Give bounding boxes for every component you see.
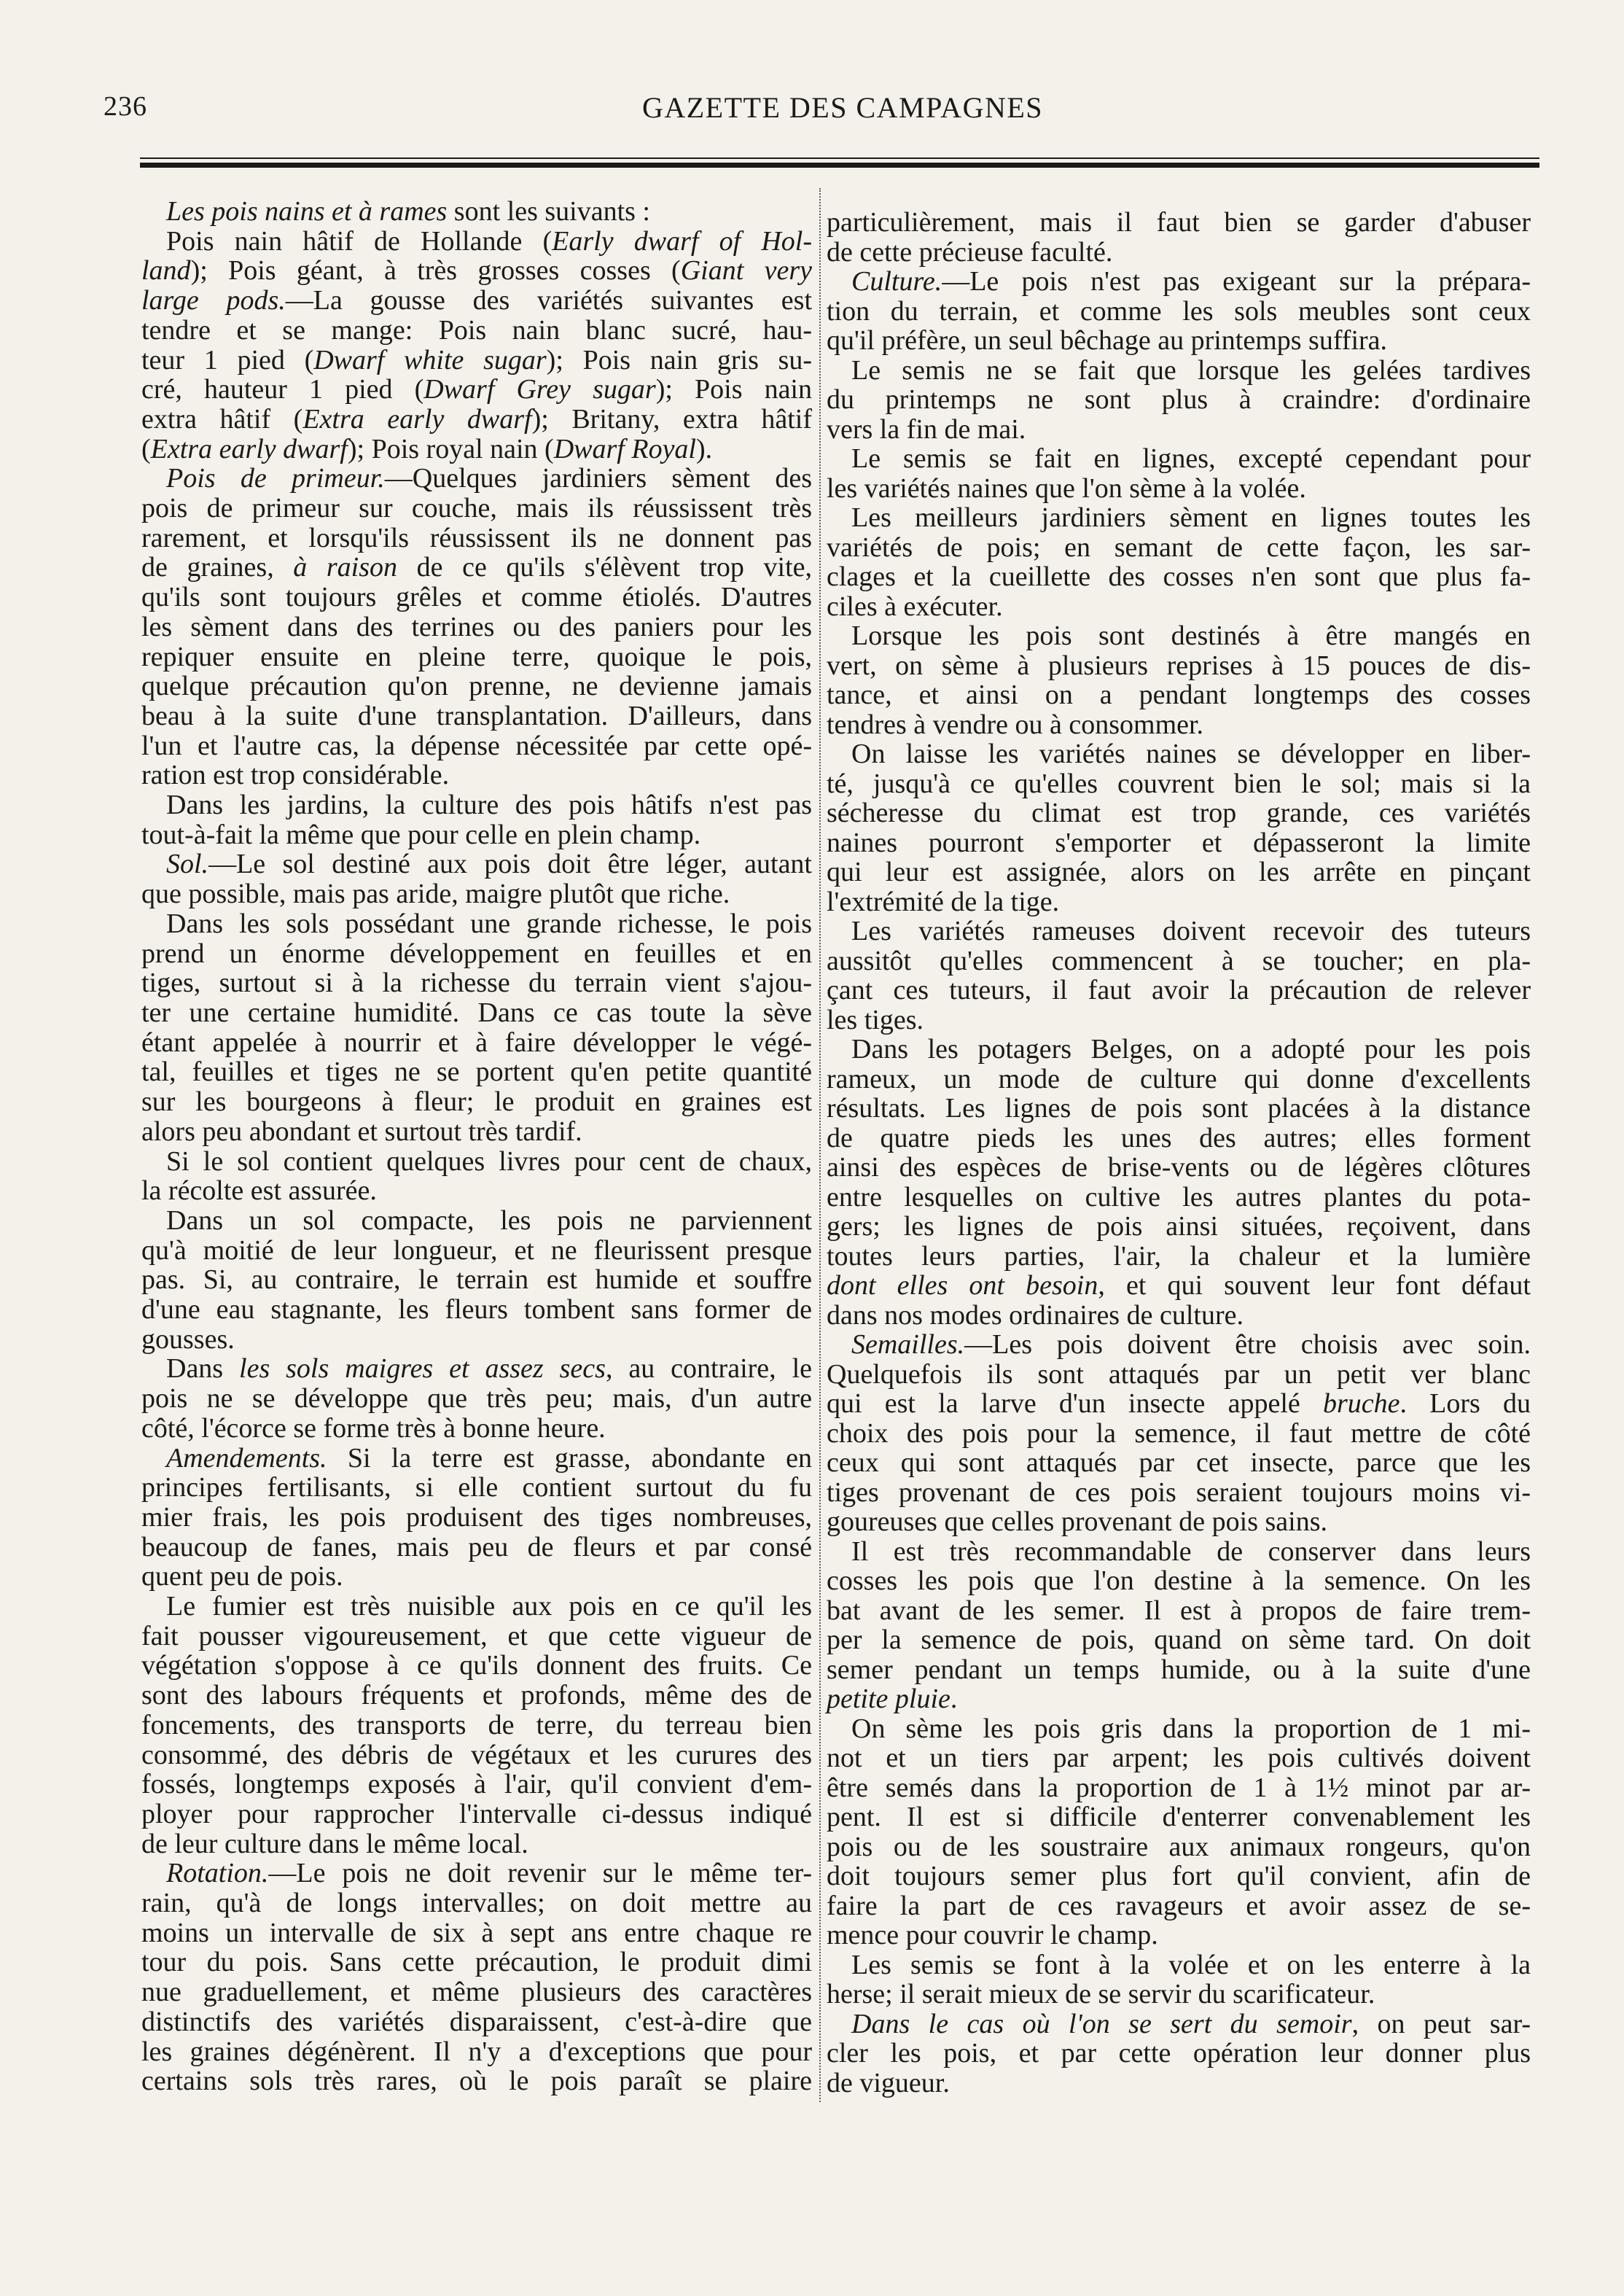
text-line: tendre et se mange: Pois nain blanc sucré, hau- (141, 314, 812, 346)
paragraph (141, 197, 812, 227)
text-run: , au contraire, le (605, 1353, 812, 1385)
text-line: l'un et l'autre cas, la dépense nécessitée par cette opé- (141, 730, 812, 761)
text-run: qui est la larve d'un insecte appelé (827, 1388, 1323, 1419)
text-line (141, 286, 812, 316)
text-line: Il est très recommandable de conserver dans leurs (851, 1536, 1531, 1567)
paragraph (827, 1330, 1531, 1537)
text-line: On laisse les variétés naines se développer en liber- (851, 739, 1531, 769)
text-line: pas. Si, au contraire, le terrain est humide et souffre (141, 1264, 812, 1296)
text-line: repiquer ensuite en pleine terre, quoique le pois, (141, 641, 812, 672)
paragraph (141, 1859, 812, 2096)
text-line (141, 1859, 812, 1888)
text-line: tiges provenant de ces pois seraient toujours moins vi- (827, 1476, 1531, 1508)
text-line: ration est trop considérable. (141, 760, 450, 791)
text-line: consommé, des débris de végétaux et les curures des (141, 1739, 812, 1770)
text-line: fossés, longtemps exposés à l'air, qu'il convient d'em- (141, 1769, 812, 1800)
text-line: moins un intervalle de six à sept ans entre chaque re (141, 1917, 812, 1948)
text-line: tiges, surtout si à la richesse du terrain vient s'ajou- (141, 968, 812, 999)
text-run: —La gousse des variétés suivantes est (285, 285, 812, 316)
text-line: pois ne se développe que très peu; mais, d'un autre (141, 1383, 812, 1414)
italic-text: Culture. (851, 266, 942, 297)
text-line: de leur culture dans le même local. (141, 1828, 528, 1859)
text-line: tal, feuilles et tiges ne se portent qu'en petite quantité (141, 1056, 812, 1088)
paragraph (827, 1035, 1531, 1330)
text-line: rain, qu'à de longs intervalles; on doit mettre au (141, 1888, 812, 1919)
left-column (141, 197, 812, 2096)
italic-text: Rotation. (166, 1858, 269, 1889)
text-line: ter une certaine humidité. Dans ce cas toute la sève (141, 997, 812, 1028)
text-line: de quatre pieds les unes des autres; elles forment (827, 1122, 1531, 1153)
text-line: choix des pois pour la semence, il faut mettre de côté (827, 1417, 1531, 1449)
text-line: nue graduellement, et même plusieurs des caractères (141, 1977, 812, 2008)
text-run: ); Britany, extra hâtif (531, 403, 812, 435)
text-line: pois de primeur sur couche, mais ils réussissent très (141, 493, 812, 524)
text-run: Pois nain hâtif de Hollande ( (166, 225, 553, 257)
text-line: la récolte est assurée. (141, 1175, 377, 1207)
text-line: tion du terrain, et comme les sols meubles sont ceux (827, 295, 1531, 327)
italic-text: Early dwarf of Hol- (552, 225, 812, 257)
text-run: extra hâtif ( (141, 403, 303, 435)
text-line (141, 1444, 812, 1474)
text-line: qui leur est assignée, alors on les arrête en pinçant (827, 857, 1531, 887)
text-line: gers; les lignes de pois ainsi situées, reçoivent, dans (827, 1211, 1531, 1242)
text-line: bat avant de les semer. Il est à propos de faire trem- (827, 1595, 1531, 1626)
italic-text: Pois de primeur. (166, 463, 385, 494)
text-line (141, 375, 812, 405)
text-line (827, 267, 1531, 297)
header-rule-thin (140, 157, 1539, 159)
text-line: qu'à moitié de leur longueur, et ne fleurissent presque (141, 1234, 812, 1266)
text-line (141, 346, 812, 375)
text-line: té, jusqu'à ce qu'elles couvrent bien le sol; mais si la (827, 768, 1531, 799)
text-line: de vigueur. (827, 2067, 950, 2098)
text-line: Le fumier est très nuisible aux pois en ce qu'il les (166, 1591, 812, 1622)
italic-text: Semailles. (851, 1329, 965, 1360)
text-line: çant ces tuteurs, il faut avoir la précaution de relever (827, 975, 1531, 1005)
italic-text: Giant very (680, 255, 812, 287)
text-line: doit toujours semer plus fort qu'il convient, afin de (827, 1861, 1531, 1891)
paragraph (827, 444, 1531, 503)
text-line (141, 1354, 812, 1384)
paragraph (141, 1354, 812, 1443)
text-line: goureuses que celles provenant de pois sains. (827, 1506, 1327, 1537)
running-title: GAZETTE DES CAMPAGNES (641, 91, 1044, 124)
text-line: certains sols très rares, où le pois paraît se plaire (141, 2066, 812, 2097)
text-line: l'extrémité de la tige. (827, 886, 1060, 917)
text-run: —Le pois n'est pas exigeant sur la prépara- (942, 266, 1531, 297)
text-line: quelque précaution qu'on prenne, ne devienne jamais (141, 671, 812, 702)
text-line: Si le sol contient quelques livres pour cent de chaux, (166, 1145, 812, 1177)
text-line: sont des labours fréquents et profonds, même des de (141, 1680, 812, 1711)
paragraph (141, 1592, 812, 1859)
text-run: Si la terre est grasse, abondante en (327, 1442, 812, 1474)
text-line: naines pourront s'emporter et dépasseront la limite (827, 827, 1531, 858)
text-line: Dans les jardins, la culture des pois hâtifs n'est pas (166, 790, 812, 821)
text-line (827, 1330, 1531, 1360)
page-number: 236 (104, 91, 147, 122)
text-line (141, 256, 812, 286)
paragraph (827, 356, 1531, 445)
text-line: principes fertilisants, si elle contient surtout du fu (141, 1472, 812, 1503)
text-line: étant appelée à nourrir et à faire développer le végé- (141, 1027, 812, 1058)
text-line: beaucoup de fanes, mais peu de fleurs et par consé (141, 1531, 812, 1563)
text-line: foncements, des transports de terre, du terreau bien (141, 1709, 812, 1740)
text-line: les graines dégénèrent. Il n'y a d'exceptions que pour (141, 2036, 812, 2067)
text-run: cré, hauteur 1 pied ( (141, 374, 424, 405)
text-run: ); Pois nain gris su- (546, 344, 813, 375)
text-line: herse; il serait mieux de se servir du scarificateur. (827, 1979, 1375, 2009)
text-line: que possible, mais pas aride, maigre plutôt que riche. (141, 879, 730, 910)
text-line (141, 197, 812, 227)
text-run: ); Pois géant, à très grosses cosses ( (190, 255, 681, 287)
text-line: per la semence de pois, quand on sème tard. On doit (827, 1624, 1531, 1655)
text-line: les tiges. (827, 1004, 924, 1035)
paragraph (827, 1537, 1531, 1714)
text-line (827, 2009, 1531, 2039)
text-run: de graines, (141, 552, 294, 583)
text-line: gousses. (141, 1323, 235, 1355)
text-line: particulièrement, mais il faut bien se garder d'abuser (827, 207, 1531, 238)
text-line: ceux qui sont attaqués par cet insecte, parce que les (827, 1447, 1531, 1478)
paragraph (827, 917, 1531, 1035)
text-line: Quelquefois ils sont attaqués par un petit ver blanc (827, 1358, 1531, 1390)
paragraph (827, 267, 1531, 356)
column-divider (819, 188, 821, 2102)
text-line: Les meilleurs jardiniers sèment en lignes toutes les (851, 502, 1531, 533)
italic-text: Amendements. (166, 1442, 327, 1474)
text-line: ployer pour rapprocher l'intervalle ci-dessus indiqué (141, 1798, 812, 1829)
text-line: vers la fin de mai. (827, 413, 1026, 445)
text-line: être semés dans la proportion de 1 à 1½ minot par ar- (827, 1772, 1531, 1803)
text-run: ); Pois nain (655, 374, 812, 405)
text-line: d'une eau stagnante, les fleurs tombent sans former de (141, 1294, 812, 1326)
paragraph (141, 1147, 812, 1206)
text-line: not et un tiers par arpent; les pois cultivés doivent (827, 1743, 1531, 1773)
paragraph (141, 464, 812, 790)
text-line: Dans un sol compacte, les pois ne parviennent (166, 1205, 812, 1236)
text-line: tout-à-fait la même que pour celle en plein champ. (141, 819, 701, 850)
text-line (141, 435, 812, 464)
text-line: sécheresse du climat est trop grande, ces variétés (827, 798, 1531, 828)
italic-text: dont elles ont besoin (827, 1270, 1098, 1301)
text-line: végétation s'oppose à ce qu'ils donnent des fruits. Ce (141, 1650, 812, 1681)
text-line: rarement, et lorsqu'ils réussissent ils ne donnent pas (141, 522, 812, 553)
text-line: variétés de pois; en semant de cette façon, les sar- (827, 532, 1531, 563)
text-line (141, 553, 812, 583)
paragraph (141, 1444, 812, 1592)
text-line: tendres à vendre ou à consommer. (827, 709, 1204, 740)
italic-text: Les pois nains et à rames (166, 196, 448, 227)
text-line: Le semis ne se fait que lorsque les gelées tardives (851, 354, 1531, 386)
text-line: côté, l'écorce se forme très à bonne heure. (141, 1412, 606, 1444)
text-run: Dans (166, 1353, 240, 1385)
text-line: vert, on sème à plusieurs reprises à 15 pouces de dis- (827, 650, 1531, 681)
text-line (141, 464, 812, 494)
text-line: cler les pois, et par cette opération leur donner plus (827, 2038, 1531, 2069)
text-line: résultats. Les lignes de pois sont placées à la distance (827, 1093, 1531, 1124)
text-line: de cette précieuse faculté. (827, 236, 1113, 268)
text-line: tour du pois. Sans cette précaution, le produit dimi (141, 1947, 812, 1978)
text-line: les variétés naines que l'on sème à la volée. (827, 472, 1306, 504)
text-line: mier frais, les pois produisent des tiges nombreuses, (141, 1501, 812, 1533)
text-line (827, 1389, 1531, 1419)
italic-text: Extra early dwarf (302, 403, 532, 435)
text-line: sur les bourgeons à fleur; le produit en graines est (141, 1086, 812, 1118)
paragraph (141, 227, 812, 464)
text-line (141, 405, 812, 435)
text-line: Les variétés rameuses doivent recevoir des tuteurs (851, 916, 1531, 946)
italic-text: Extra early dwarf (150, 433, 348, 464)
italic-text: bruche (1322, 1388, 1400, 1419)
text-line: cosses les pois que l'on destine à la semence. On les (827, 1565, 1531, 1596)
text-line: distinctifs des variétés disparaissent, c'est-à-dire que (141, 2006, 812, 2037)
text-run: , et qui souvent leur font défaut (1098, 1270, 1531, 1301)
text-run: ); Pois royal nain ( (347, 433, 554, 464)
text-line: Le semis se fait en lignes, excepté cependant pour (851, 443, 1531, 474)
paragraph (827, 503, 1531, 621)
text-line: fait pousser vigoureusement, et que cette vigueur de (141, 1620, 812, 1651)
text-line: aussitôt qu'elles commencent à se toucher; en pla- (827, 945, 1531, 976)
text-line: Dans les sols possédant une grande richesse, le pois (166, 908, 812, 939)
text-line (827, 1271, 1531, 1301)
text-line: Les semis se font à la volée et on les enterre à la (851, 1949, 1531, 1980)
paragraph (827, 739, 1531, 917)
header-rule-thick (140, 163, 1539, 168)
text-line: pois ou de les soustraire aux animaux rongeurs, qu'on (827, 1831, 1531, 1862)
text-line: On sème les pois gris dans la proportion de 1 mi- (851, 1713, 1531, 1744)
text-line: pent. Il est si difficile d'enterrer convenablement les (827, 1802, 1531, 1832)
text-line: les sèment dans des terrines ou des paniers pour les (141, 611, 812, 642)
italic-text: Dwarf white sugar (313, 344, 547, 375)
text-line: clages et la cueillette des cosses n'en sont que plus fa- (827, 561, 1531, 592)
text-run: ( (141, 433, 151, 464)
paragraph (827, 1714, 1531, 1950)
text-line: toutes leurs parties, l'air, la chaleur et la lumière (827, 1240, 1531, 1272)
text-run: sont les suivants : (447, 196, 650, 227)
text-line: tance, et ainsi on a pendant longtemps des cosses (827, 680, 1531, 710)
text-line: rameux, un mode de culture qui donne d'excellents (827, 1063, 1531, 1094)
text-line: entre lesquelles on cultive les autres plantes du pota- (827, 1181, 1531, 1213)
text-run: de ce qu'ils s'élèvent trop vite, (397, 552, 812, 583)
text-line: dans nos modes ordinaires de culture. (827, 1299, 1244, 1331)
text-run: —Le pois ne doit revenir sur le même ter- (268, 1858, 812, 1889)
paragraph (827, 2009, 1531, 2098)
text-line: du printemps ne sont plus à craindre: d'ordinaire (827, 384, 1531, 415)
paragraph (141, 849, 812, 908)
paragraph (827, 208, 1531, 267)
text-run: —Quelques jardiniers sèment des (384, 463, 813, 494)
italic-text: Dwarf Royal (553, 433, 696, 464)
text-line: alors peu abondant et surtout très tardif. (141, 1116, 582, 1147)
text-run: —Les pois doivent être choisis avec soin. (964, 1329, 1531, 1360)
paragraph (827, 621, 1531, 739)
italic-text: land (141, 255, 191, 287)
text-run: —Le sol destiné aux pois doit être léger, autant (208, 849, 812, 880)
italic-text: les sols maigres et assez secs (239, 1353, 606, 1385)
text-line: semer pendant un temps humide, ou à la suite d'une (827, 1654, 1531, 1685)
text-line (141, 849, 812, 879)
italic-text: large pods. (141, 285, 286, 316)
text-line (141, 227, 812, 257)
right-column (827, 208, 1531, 2098)
text-run: ). (696, 433, 713, 464)
text-line: quent peu de pois. (141, 1561, 343, 1592)
text-line: prend un énorme développement en feuilles et en (141, 938, 812, 969)
italic-text: Sol. (166, 849, 209, 880)
text-line (827, 1684, 1531, 1714)
text-run: , on peut sar- (1351, 2008, 1531, 2039)
paragraph (141, 790, 812, 849)
text-run: teur 1 pied ( (141, 344, 314, 375)
text-run: . Lors du (1399, 1388, 1531, 1419)
text-line: mence pour couvrir le champ. (827, 1920, 1158, 1950)
italic-text: Dwarf Grey sugar (423, 374, 656, 405)
text-line: beau à la suite d'une transplantation. D'ailleurs, dans (141, 700, 812, 731)
text-line: qu'il préfère, un seul bêchage au printemps suffira. (827, 325, 1388, 356)
paragraph (141, 909, 812, 1147)
text-line: Dans les potagers Belges, on a adopté pour les pois (851, 1034, 1531, 1065)
text-line: ainsi des espèces de brise-vents ou de légères clôtures (827, 1152, 1531, 1183)
italic-text: petite pluie (827, 1684, 950, 1714)
text-line: qu'ils sont toujours grêles et comme étiolés. D'autres (141, 582, 812, 613)
italic-text: à raison (293, 552, 398, 583)
paragraph (141, 1206, 812, 1355)
text-run: . (950, 1684, 958, 1714)
paragraph (827, 1950, 1531, 2009)
text-line: ciles à exécuter. (827, 591, 1003, 622)
text-line: faire la part de ces ravageurs et avoir assez de se- (827, 1890, 1531, 1921)
text-line: Lorsque les pois sont destinés à être mangés en (851, 620, 1531, 651)
italic-text: Dans le cas où l'on se sert du semoir (851, 2008, 1352, 2039)
